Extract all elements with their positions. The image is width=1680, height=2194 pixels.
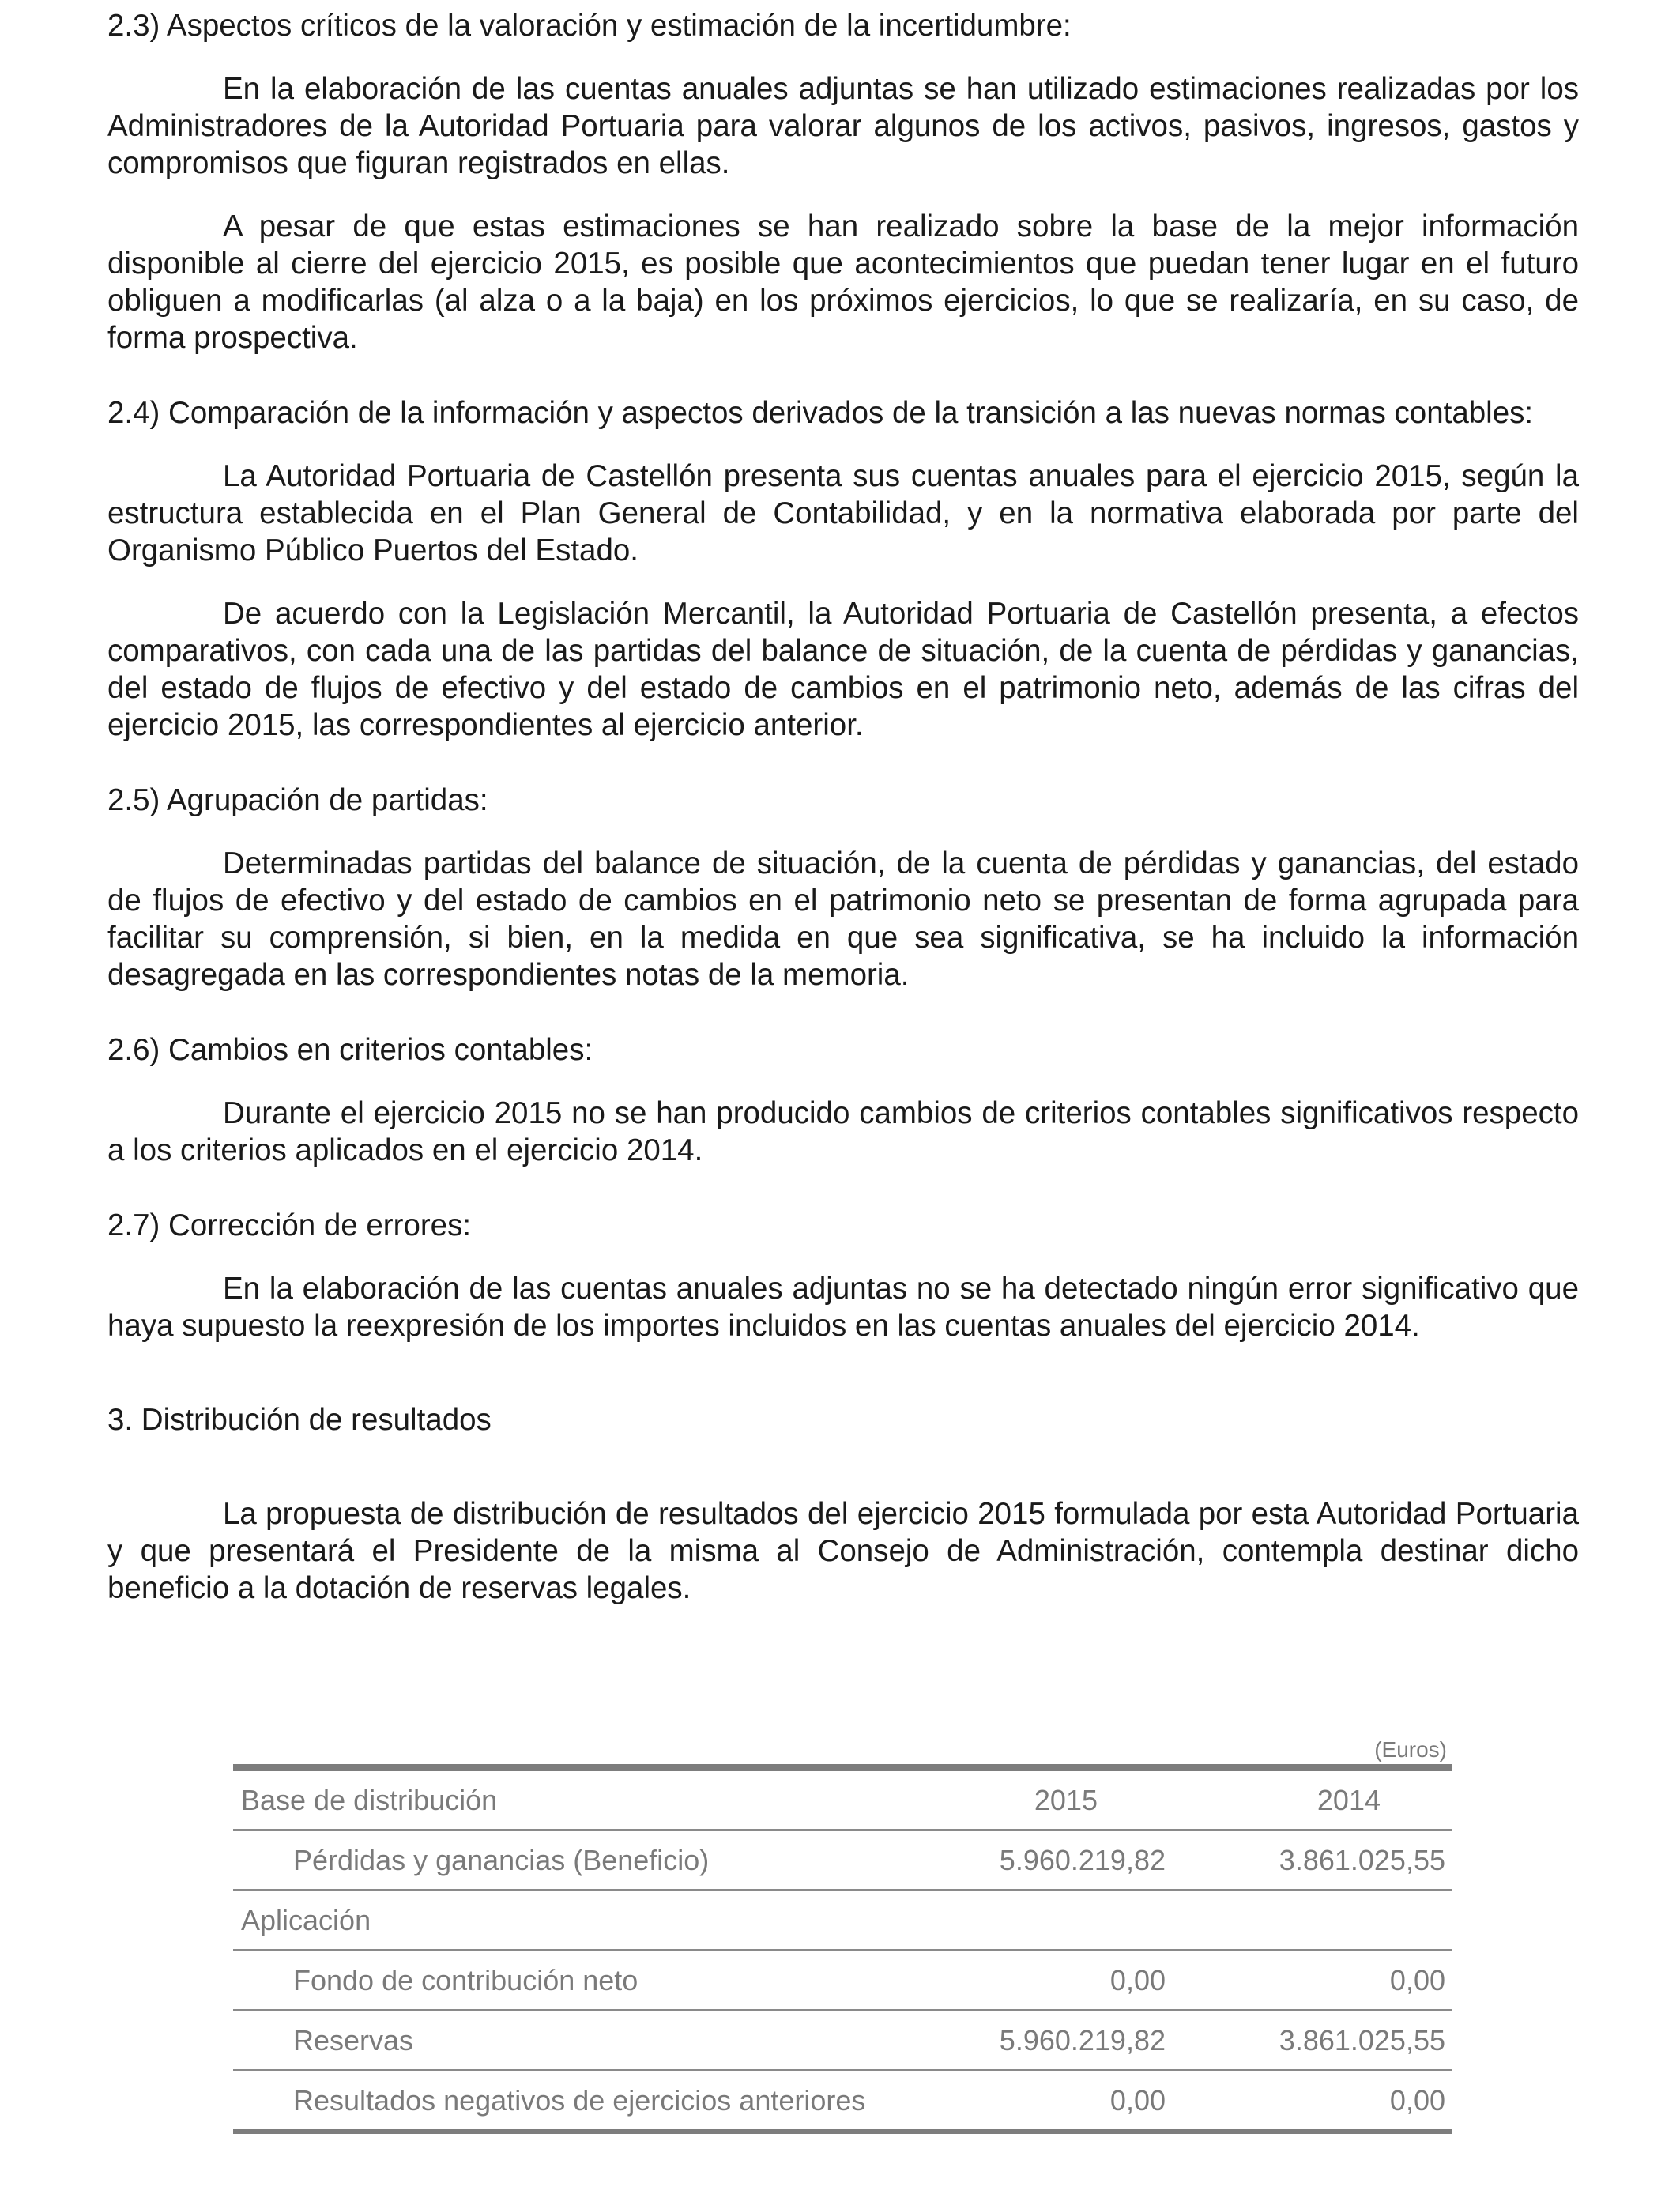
table-row — [233, 2011, 1452, 2071]
row-label: Pérdidas y ganancias (Beneficio) — [233, 1830, 884, 1891]
distribution-table — [233, 1764, 1452, 2134]
row-value-2014: 0,00 — [1166, 1951, 1452, 2011]
units-label: (Euros) — [1374, 1737, 1447, 1762]
section-heading-2-3: 2.3) Aspectos críticos de la valoración y estimación de la incertidumbre: — [107, 9, 1072, 43]
section-heading-2-4: 2.4) Comparación de la información y aspectos derivados de la transición a las nuevas normas contables: — [107, 396, 1534, 430]
row-value-2014 — [1166, 1891, 1452, 1951]
table-row — [233, 1951, 1452, 2011]
row-value-2015 — [884, 1891, 1166, 1951]
row-value-2014: 3.861.025,55 — [1166, 1830, 1452, 1891]
section-heading-2-7: 2.7) Corrección de errores: — [107, 1208, 472, 1242]
header-label: Base de distribución — [233, 1768, 884, 1830]
table-row — [233, 1830, 1452, 1891]
paragraph: La propuesta de distribución de resultados del ejercicio 2015 formulada por esta Autoridad Portuaria y que presentará el Presidente de la misma al Consejo de Administración, contempla destinar dicho beneficio a la dotación de reservas legales. — [107, 1497, 1579, 1605]
row-value-2015: 0,00 — [884, 1951, 1166, 2011]
table-row — [233, 1891, 1452, 1951]
distribution-table-container — [233, 1736, 1452, 2134]
paragraph: En la elaboración de las cuentas anuales adjuntas no se ha detectado ningún error significativo que haya supuesto la reexpresión de los importes incluidos en las cuentas anuales del ejercicio 2014. — [107, 1272, 1579, 1343]
paragraph: De acuerdo con la Legislación Mercantil, la Autoridad Portuaria de Castellón presenta, a efectos comparativos, con cada una de las partidas del balance de situación, de la cuenta de pérdidas y ganancias, del estado de flujos de efectivo y del estado de cambios en el patrimonio neto, además de las cifras del ejercicio 2015, las correspondientes al ejercicio anterior. — [107, 597, 1579, 742]
row-value-2015: 0,00 — [1109, 2083, 1166, 2117]
paragraph: A pesar de que estas estimaciones se han realizado sobre la base de la mejor información disponible al cierre del ejercicio 2015, es posible que acontecimientos que puedan tener lugar en el futuro obliguen a modificarlas (al alza o a la baja) en los próximos ejercicios, lo que se realizaría, en su caso, de forma prospectiva. — [107, 209, 1579, 355]
document-page — [107, 0, 1579, 1607]
row-value-2014: 0,00 — [1389, 2083, 1445, 2117]
table-header-row — [233, 1768, 1452, 1830]
row-label: Aplicación — [233, 1891, 884, 1951]
section-heading-2-5: 2.5) Agrupación de partidas: — [107, 783, 488, 817]
row-label: Reservas — [233, 2011, 884, 2071]
row-value-2015: 5.960.219,82 — [884, 2011, 1166, 2071]
row-value-2014: 3.861.025,55 — [1166, 2011, 1452, 2071]
row-label: Resultados negativos de ejercicios anteriores — [293, 2083, 866, 2117]
header-year-2015: 2015 — [884, 1768, 1166, 1830]
header-year-2014: 2014 — [1166, 1768, 1452, 1830]
row-label: Fondo de contribución neto — [233, 1951, 884, 2011]
paragraph: Determinadas partidas del balance de situación, de la cuenta de pérdidas y ganancias, del estado de flujos de efectivo y del estado de cambios en el patrimonio neto se presentan de forma agrupada para facilitar su comprensión, si bien, en la medida en que sea significativa, se ha incluido la información desagregada en las correspondientes notas de la memoria. — [107, 846, 1579, 992]
row-value-2015: 5.960.219,82 — [884, 1830, 1166, 1891]
table-row — [233, 2071, 1452, 2132]
section-heading-3: 3. Distribución de resultados — [107, 1403, 492, 1437]
paragraph: Durante el ejercicio 2015 no se han producido cambios de criterios contables significativos respecto a los criterios aplicados en el ejercicio 2014. — [107, 1096, 1579, 1167]
paragraph: La Autoridad Portuaria de Castellón presenta sus cuentas anuales para el ejercicio 2015, según la estructura establecida en el Plan General de Contabilidad, y en la normativa elaborada por parte del Organismo Público Puertos del Estado. — [107, 459, 1579, 567]
section-heading-2-6: 2.6) Cambios en criterios contables: — [107, 1033, 593, 1067]
paragraph: En la elaboración de las cuentas anuales adjuntas se han utilizado estimaciones realizadas por los Administradores de la Autoridad Portuaria para valorar algunos de los activos, pasivos, ingresos, gastos y compromisos que figuran registrados en ellas. — [107, 72, 1579, 180]
